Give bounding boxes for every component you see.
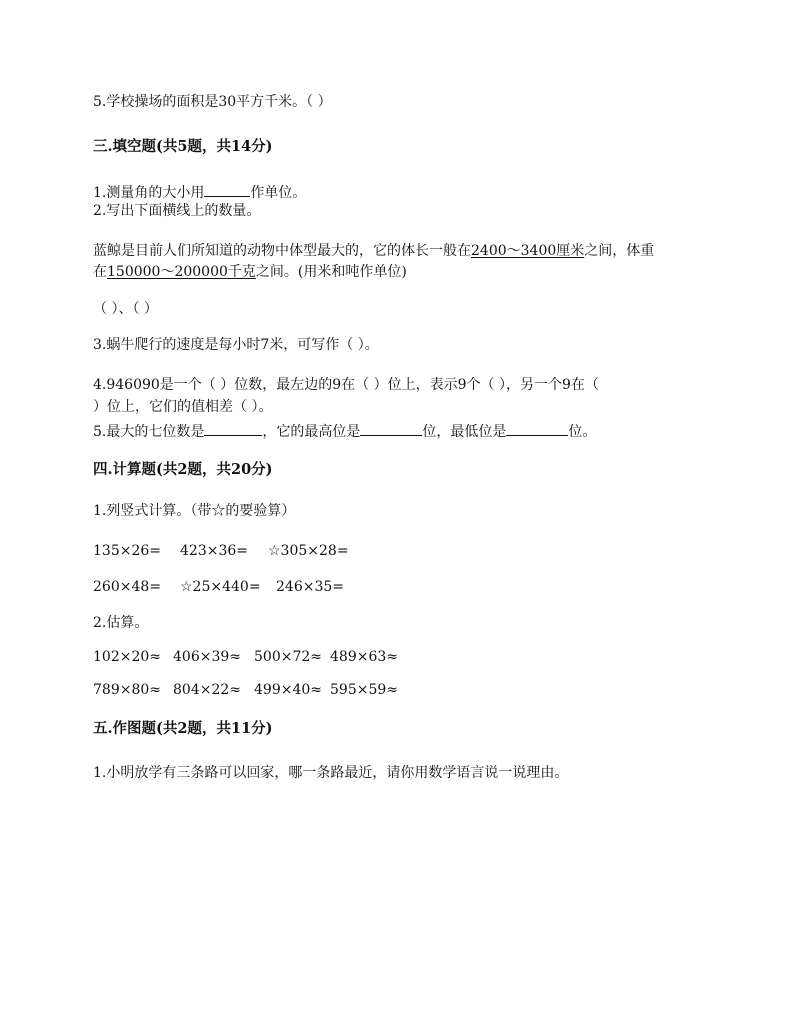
calc-item: 246×35= [276,579,344,595]
answer-blank [506,421,568,436]
calc-item: 135×26= [93,543,161,559]
fill-question-3: 3.蜗牛爬行的速度是每小时7米，可写作（ ）。 [93,337,379,353]
whale-text-line-1 [93,242,654,260]
fill-q5-part: ，它的最高位是 [262,424,361,440]
underlined-quantity: 2400～3400厘米 [471,243,585,259]
fill-question-5 [93,421,596,441]
estimate-item: 489×63≈ [330,649,398,665]
estimate-item: 595×59≈ [330,682,398,698]
section-5-title: 五.作图题(共2题，共11分) [93,720,273,737]
fill-question-4-line-1: 4.946090是一个（ ）位数，最左边的9在（ ）位上，表示9个（ ），另一个9在（ [93,377,599,393]
fill-q1-prefix: 1.测量角的大小用 [93,185,205,201]
whale-text-line-2 [93,263,407,281]
calc-item: ☆25×440= [180,579,261,595]
whale-text-part: 蓝鲸是目前人们所知道的动物中体型最大的，它的体长一般在 [93,243,471,259]
whale-text-part: 之间，体重 [584,243,655,259]
fill-q5-part: 位，最低位是 [422,424,507,440]
estimate-item: 102×20≈ [93,649,161,665]
calc-question-1: 1.列竖式计算。（带☆的要验算） [93,503,296,519]
answer-blank [204,182,250,197]
calc-question-2: 2.估算。 [93,615,149,631]
calc-item: 423×36= [180,543,248,559]
fill-q5-part: 位。 [568,424,597,440]
section-4-title: 四.计算题(共2题，共20分) [93,461,273,478]
answer-blank [204,421,262,436]
whale-text-part: 之间。(用米和吨作单位) [255,264,407,280]
whale-text-part: 在 [93,264,107,280]
section-3-title: 三.填空题(共5题，共14分) [93,138,273,155]
fill-question-2: 2.写出下面横线上的数量。 [93,203,261,219]
whale-answer-brackets: （ ）、（ ） [93,301,158,317]
estimate-item: 804×22≈ [173,682,241,698]
estimate-item: 499×40≈ [254,682,322,698]
drawing-question-1: 1.小明放学有三条路可以回家，哪一条路最近，请你用数学语言说一说理由。 [93,765,569,781]
fill-q5-part: 5.最大的七位数是 [93,424,205,440]
estimate-item: 789×80≈ [93,682,161,698]
calc-item: 260×48= [93,579,161,595]
answer-blank [360,421,422,436]
fill-question-1 [93,182,306,202]
estimate-item: 500×72≈ [254,649,322,665]
fill-question-4-line-2: ）位上，它们的值相差（ ）。 [93,399,273,415]
calc-item: ☆305×28= [268,543,349,559]
underlined-quantity: 150000～200000千克 [107,264,256,280]
question-5-true-false: 5.学校操场的面积是30平方千米。（ ） [93,94,332,110]
fill-q1-suffix: 作单位。 [250,185,307,201]
estimate-item: 406×39≈ [173,649,241,665]
